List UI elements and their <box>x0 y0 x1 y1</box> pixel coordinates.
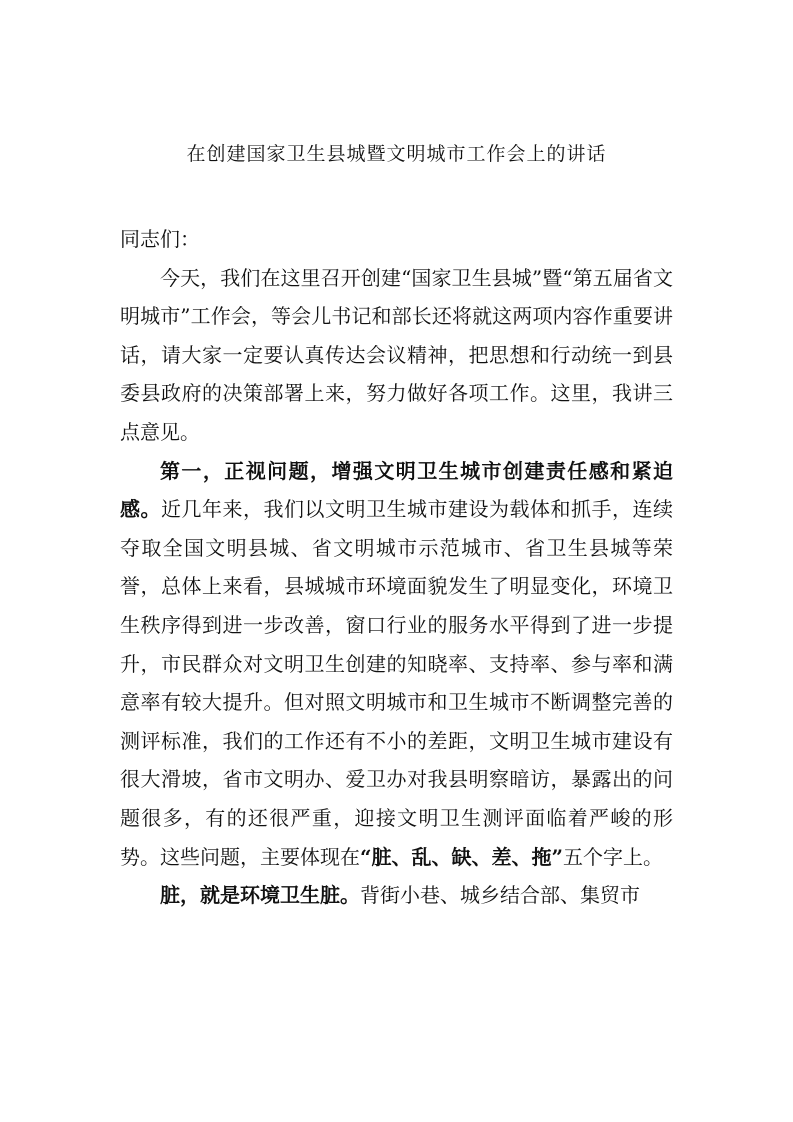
point1-body: 背街小巷、城乡结合部、集贸市 <box>360 883 640 908</box>
section1-body: 近几年来，我们以文明卫生城市建设为载体和抓手，连续夺取全国文明县城、省文明城市示范城市、省卫生县城等荣誉，总体上来看，县城城市环境面貌发生了明显变化，环境卫生秩序得到进一步改善，窗口行业的服务水平得到了进一步提升，市民群众对文明卫生创建的知晓率、支持率、参与率和满意率有较大提升。但对照文明城市和卫生城市不断调整完善的测评标准，我们的工作还有不小的差距，文明卫生城市建设有很大滑坡，省市文明办、爱卫办对我县明察暗访，暴露出的问题很多，有的还很严重，迎接文明卫生测评面临着严峻的形势。这些问题，主要体现在 <box>120 497 673 869</box>
point1-paragraph <box>120 876 673 915</box>
section1-tail: 五个字上。 <box>563 844 664 869</box>
section1-heading: 第一，正视问题，增强文明卫生城市创建责任感和紧迫感。 <box>120 458 673 522</box>
point1-heading: 脏，就是环境卫生脏。 <box>160 883 360 908</box>
section1-emphasis: “脏、乱、缺、差、拖” <box>360 844 564 869</box>
document-title: 在创建国家卫生县城暨文明城市工作会上的讲话 <box>186 143 607 165</box>
salutation: 同志们： <box>120 227 200 251</box>
intro-paragraph: 今天，我们在这里召开创建“国家卫生县城”暨“第五届省文明城市”工作会，等会儿书记和部长还将就这两项内容作重要讲话，请大家一定要认真传达会议精神，把思想和行动统一到县委县政府的决策部署上来，努力做好各项工作。这里，我讲三点意见。 <box>120 265 673 444</box>
section1-paragraph <box>120 452 673 877</box>
document-body <box>120 220 673 915</box>
